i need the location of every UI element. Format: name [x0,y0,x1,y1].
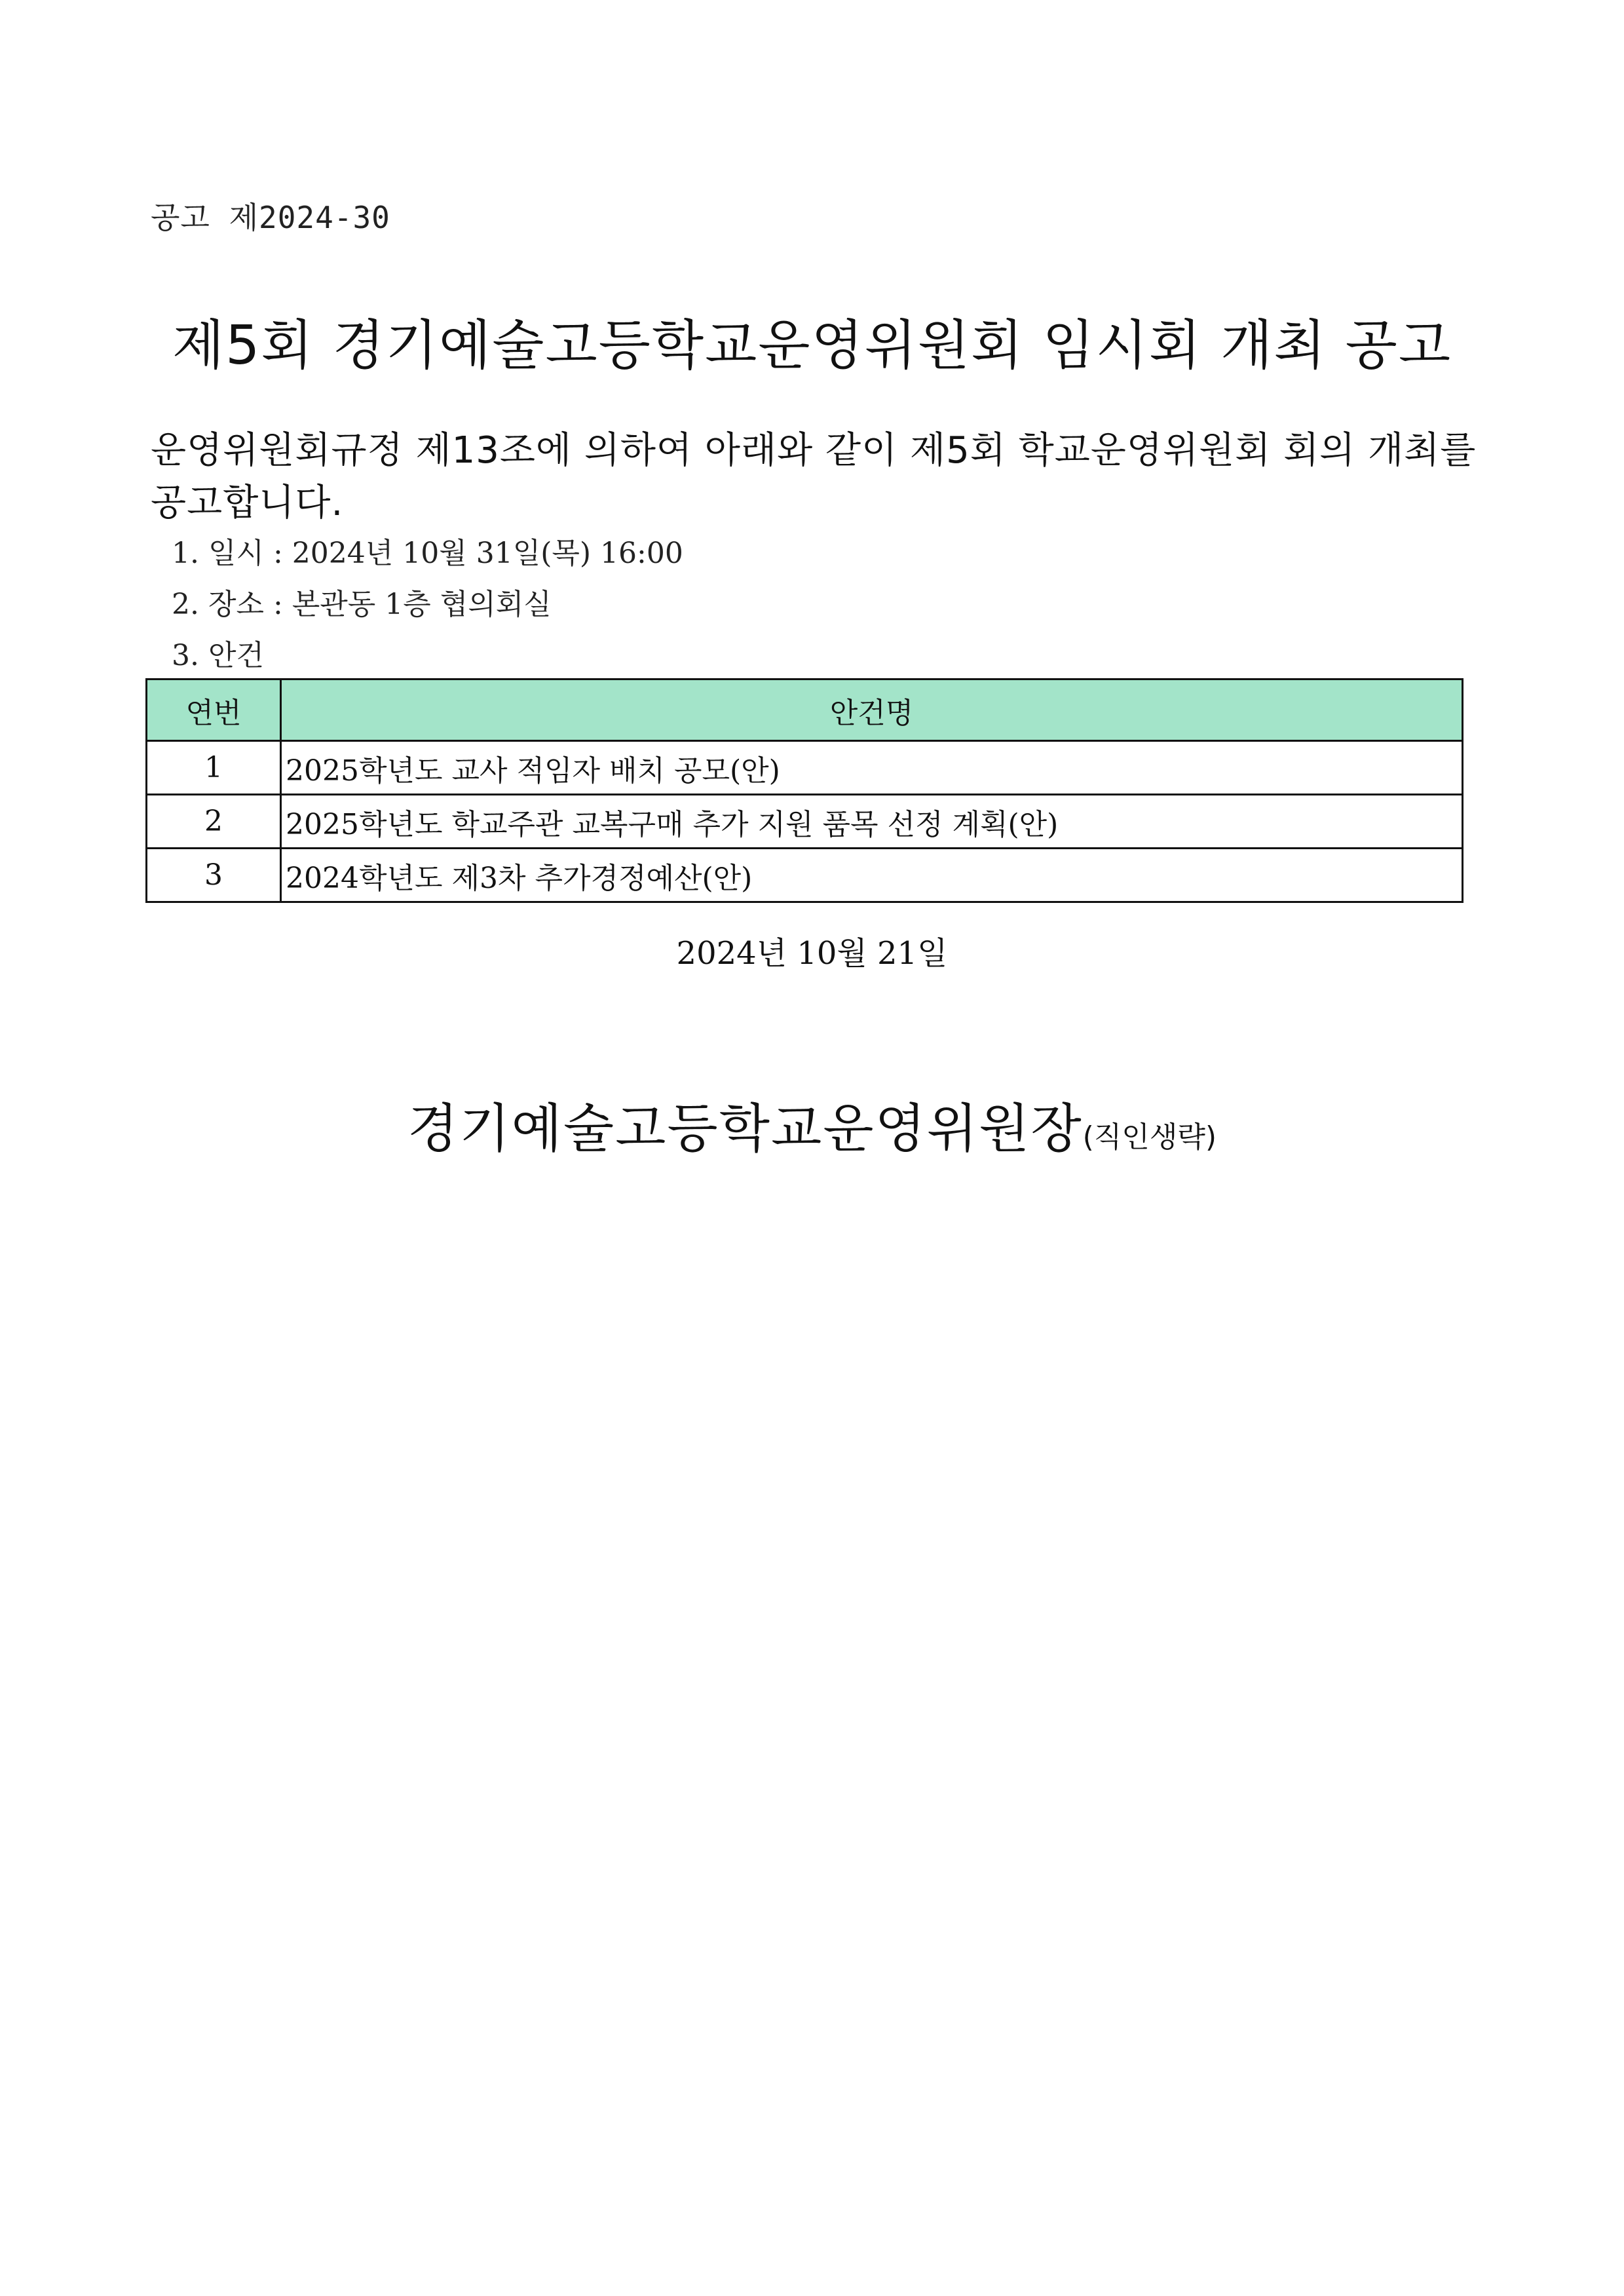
agenda-number: 1 [147,741,281,795]
column-header-agenda-name: 안건명 [281,679,1463,741]
notice-number: 공고 제2024-30 [151,200,390,235]
table-row [147,741,1463,795]
signature-block [0,1086,1624,1162]
agenda-number: 2 [147,795,281,849]
column-header-number: 연번 [147,679,281,741]
document-title: 제5회 경기예술고등학교운영위원회 임시회 개최 공고 [172,315,1452,377]
agenda-name: 2025학년도 학교주관 교복구매 추가 지원 품목 선정 계획(안) [281,795,1463,849]
signature-note: (직인생략) [1082,1120,1217,1154]
announcement-date: 2024년 10월 21일 [676,935,948,972]
item-place: 2. 장소 : 본관동 1층 협의회실 [172,588,552,621]
table-row [147,795,1463,849]
agenda-header-row [147,679,1463,741]
item-datetime: 1. 일시 : 2024년 10월 31일(목) 16:00 [172,537,683,570]
agenda-name: 2024학년도 제3차 추가경정예산(안) [281,849,1463,902]
signature-name: 경기예술고등학교운영위원장 [407,1098,1083,1159]
table-row [147,849,1463,902]
agenda-number: 3 [147,849,281,902]
intro-paragraph: 운영위원회규정 제13조에 의하여 아래와 같이 제5회 학교운영위원회 회의 개최를 공고합니다. [151,429,1477,524]
agenda-table [145,678,1463,903]
item-agenda-heading: 3. 안건 [172,639,264,672]
agenda-name: 2025학년도 교사 적임자 배치 공모(안) [281,741,1463,795]
